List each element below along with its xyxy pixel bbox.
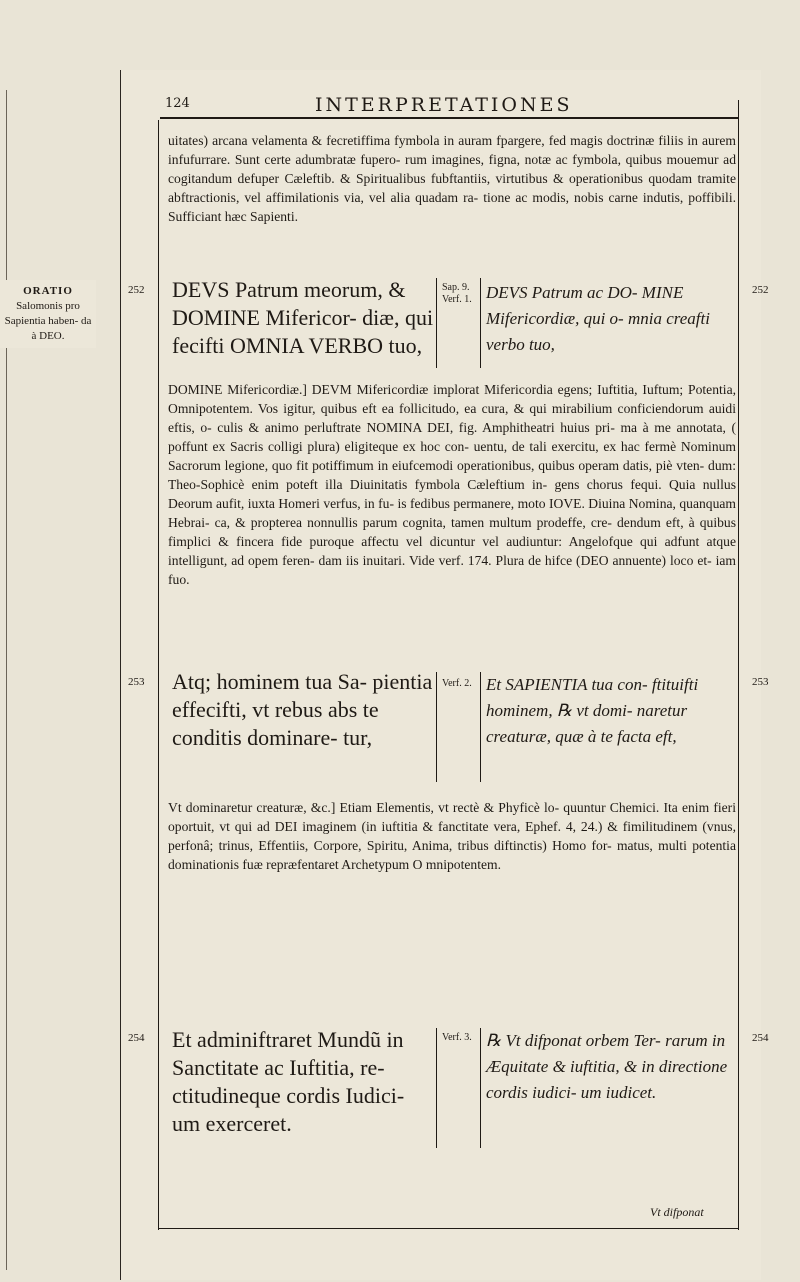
intro-paragraph [168, 131, 736, 226]
outer-rule [6, 90, 7, 1270]
verse-reference: Sap. 9. Verf. 1. [442, 282, 472, 305]
left-frame-rule [158, 120, 159, 1230]
margin-note-heading: ORATIO [23, 285, 73, 297]
column-rule [480, 278, 481, 368]
commentary-text: DOMINE Mifericordiæ.] DEVM Mifericordiæ implorat Mifericordia egens; Iuftitia, Iuftum; Potentia, Omnipotentem. Vos igitur, quibus eft ea follicitudo, ea cura, & qui mirabilium conficiendorum auidi eftis, o- culis & animo perluftrate NOMINA DEI, fig. Amphitheatri huius pri- ma à me annotata, ( poffunt ex Sacris colligi plura) eligiteque ex hoc con- uentu, de tali exercitu, ex hac fermè Nominum Sacrorum legione, quo fit potiffimum in eiufcemodi operationibus, quibus operam datis, piè vten- dum: Theo-Sophicè enim poteft illa Diuinitatis fymbola Cæleftium in- gens chorus fequi. Quia nullus Deorum aufit, iuxta Homeri verfus, in fu- is fedibus permanere, moto IOVE. Diuina Nomina, quanquam Hebrai- ca, & propterea nonnullis parum cognita, tamen multum prodeffe, cre- dendum eft, à quibus fimplici & fincera fide puroque affectu vel dicuntur vel audiuntur: Angelofque qui adfunt atque intelligunt, ad opem feren- dam iis inuitari. Vide verf. 174. Plura de hifce (DEO annuente) loco et- iam fuo. [168, 382, 736, 587]
verse-reference: Verf. 3. [442, 1032, 472, 1043]
column-rule [436, 1028, 437, 1148]
verse-lemma: Et adminiftraret Mundũ in Sanctitate ac Iuftitia, re- ctitudineque cordis Iudici- um exerceret. [172, 1027, 405, 1136]
verse-number-right: 252 [752, 284, 769, 296]
commentary-text: Vt dominaretur creaturæ, &c.] Etiam Elementis, vt rectè & Phyficè lo- quuntur Chemici. Ita enim fieri oportuit, vt qui ad DEI imaginem (in iuftitia & fanctitate vera, Ephef. 4, 24.) & fimilitudinem (vnus, perfonâ; trinus, Effentiis, Corpore, Spiritu, Anima, tribus diftinctis) Homo for- matus, multi potentia dominationis fuæ repræfentaret Archetypum O mnipotentem. [168, 800, 736, 872]
column-rule [480, 672, 481, 782]
verse-lemma: DEVS Patrum meorum, & DOMINE Mifericor- diæ, qui fecifti OMNIA VERBO tuo, [172, 277, 434, 358]
verse-number-left: 254 [128, 1032, 145, 1044]
commentary-1 [168, 380, 736, 589]
column-rule [436, 278, 437, 368]
bottom-rule [158, 1228, 738, 1229]
verse-reference: Verf. 2. [442, 678, 472, 689]
header-rule [160, 117, 738, 119]
running-header [165, 94, 735, 118]
verse-lemma: Atq; hominem tua Sa- pientia effecifti, vt rebus abs te conditis dominare- tur, [172, 669, 433, 750]
verse-number-right: 253 [752, 676, 769, 688]
verse-version: ℞ Vt difponat orbem Ter- rarum in Æquitate & iuftitia, & in directione cordis iudici- um iudicet. [486, 1031, 728, 1102]
catchword: Vt difponat [650, 1205, 704, 1219]
margin-note [0, 280, 96, 348]
column-rule [436, 672, 437, 782]
verse-number-left: 252 [128, 284, 145, 296]
commentary-2 [168, 798, 736, 874]
margin-note-text: Salomonis pro Sapientia haben- da à DEO. [4, 300, 92, 342]
column-rule [480, 1028, 481, 1148]
page-number: 124 [165, 96, 190, 111]
right-frame-rule [738, 100, 739, 1230]
verse-number-left: 253 [128, 676, 145, 688]
verse-version: Et SAPIENTIA tua con- ftituifti hominem, ℞ vt domi- naretur creaturæ, quæ à te facta eft, [486, 675, 699, 746]
verse-number-right: 254 [752, 1032, 769, 1044]
intro-text: uitates) arcana velamenta & fecretiffima fymbola in auram fpargere, fed magis doctrinæ filiis in aurem infufurrare. Sunt certe adumbratæ fupero- rum imagines, figna, notæ ac fymbola, quibus mouemur ad cogitandum defuper Cæleftib. & Spiritualibus fubftantiis, virtutibus & operationibus quodam tramite abftractionis, vel affimilationis via, vel alia quadam ra- tione ac modis, nobis carne indutis, poffibili. Sufficiant hæc Sapienti. [168, 133, 736, 224]
verse-version: DEVS Patrum ac DO- MINE Mifericordiæ, qui o- mnia creafti verbo tuo, [486, 283, 710, 354]
running-title: INTERPRETATIONES [315, 94, 573, 116]
